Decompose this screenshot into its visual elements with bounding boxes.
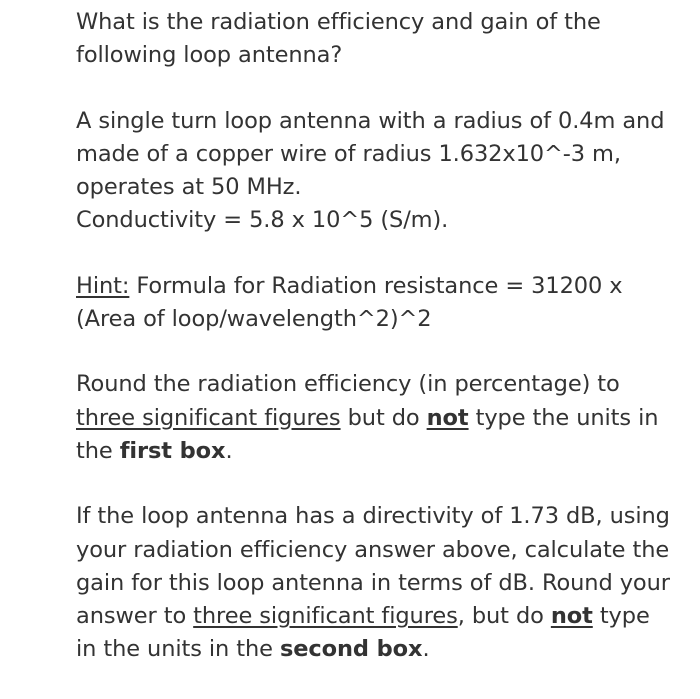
efficiency-instructions	[76, 368, 676, 468]
hint-text: Formula for Radiation resistance = 31200 x (Area of loop/wavelength^2)^2	[76, 272, 623, 333]
eff-sigfig-underline: three significant figures	[76, 404, 341, 431]
eff-text-1: Round the radiation efficiency (in percentage) to	[76, 371, 620, 398]
gain-second-box: second box	[279, 636, 423, 663]
hint-paragraph	[76, 270, 676, 337]
gain-text-4: .	[422, 636, 430, 663]
gain-instructions	[76, 500, 676, 666]
eff-text-4: .	[225, 437, 233, 464]
eff-first-box: first box	[119, 437, 226, 464]
gain-text-2: , but do	[457, 603, 551, 630]
question-title	[76, 6, 676, 73]
question-title-text: What is the radiation efficiency and gain of the following loop antenna?	[76, 9, 601, 69]
gain-sigfig-underline: three significant figures	[193, 603, 458, 630]
eff-not-emphasis: not	[426, 404, 469, 431]
gain-text-1: If the loop antenna has a directivity of 1.73 dB, using your radiation efficiency answer above, calculate the gain for this loop antenna in terms of dB. Round your answer to	[76, 503, 670, 630]
hint-label: Hint:	[76, 272, 130, 299]
eff-text-3: type the units in the	[76, 404, 659, 464]
problem-line-2: Conductivity = 5.8 x 10^5 (S/m).	[76, 207, 449, 234]
question-text	[76, 6, 676, 667]
gain-not-emphasis: not	[550, 603, 593, 630]
eff-text-2: but do	[340, 404, 427, 431]
problem-statement	[76, 105, 676, 238]
gain-text-3: type in the units in the	[76, 603, 650, 663]
problem-line-1: A single turn loop antenna with a radius of 0.4m and made of a copper wire of radius 1.632x10^-3 m, operates at 50 MHz.	[76, 107, 665, 201]
